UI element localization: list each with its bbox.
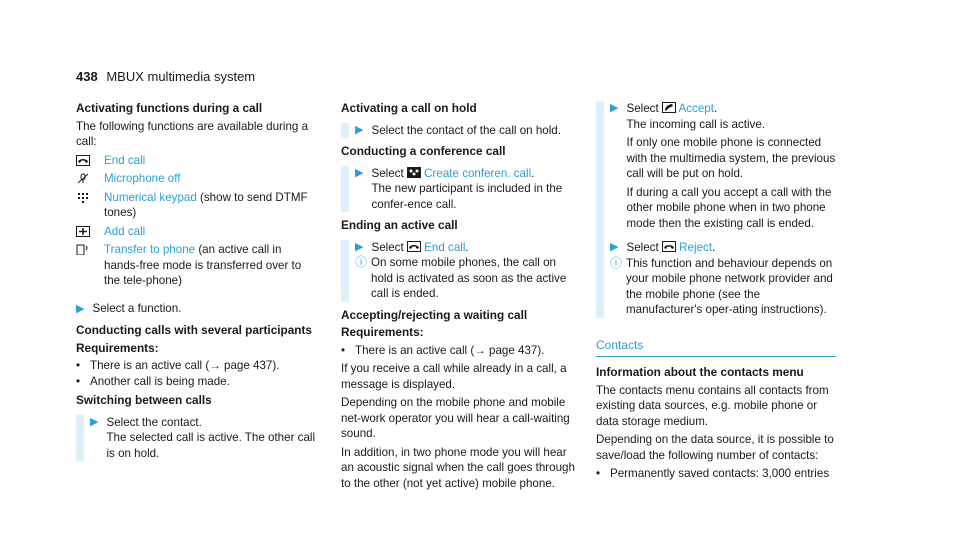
end-call-link[interactable]: End call: [104, 153, 146, 167]
requirement-text: There is an active call (→ page 437).: [355, 343, 545, 357]
list-item: [76, 358, 316, 374]
step-arrow-icon: ▶: [355, 166, 364, 179]
transfer-description: (an active call in hands-free mode is transferred over to the tele-phone): [104, 243, 302, 287]
step-text: Select the contact of the call on hold.: [371, 123, 561, 137]
step-arrow-icon: ▶: [610, 102, 619, 114]
select-word: Select: [371, 240, 404, 254]
bullet-icon: •: [341, 343, 346, 357]
microphone-off-icon: [76, 173, 90, 184]
functions-intro: The following functions are available during a call:: [76, 119, 309, 148]
step-arrow-icon: ▶: [355, 123, 364, 136]
column-1: [76, 101, 316, 467]
heading-activating-functions: Activating functions during a call: [76, 101, 263, 115]
bullet-icon: •: [596, 467, 601, 480]
add-call-icon: [76, 226, 90, 237]
conference-steps: [341, 166, 581, 213]
end-call-icon: [76, 155, 90, 166]
transfer-phone-icon: [76, 244, 90, 255]
heading-conference-call: Conducting a conference call: [341, 144, 506, 158]
note-end-call: [355, 255, 581, 302]
paragraph: If you receive a call while already in a call, a message is displayed.: [341, 362, 567, 391]
bullet-icon: •: [76, 374, 81, 388]
paragraph: In addition, in two phone mode you will hear an acoustic signal when the call goes through to the other (not yet active) mobile phone.: [341, 445, 575, 490]
end-call-link[interactable]: End call: [424, 240, 466, 254]
step-create-conference: ▶ Select Create conferen. call. The new participant is included in the confer-ence call.: [363, 166, 581, 213]
info-icon: ⓘ: [355, 255, 368, 269]
function-add-call: [76, 224, 316, 240]
accept-link[interactable]: Accept: [678, 102, 714, 115]
keypad-description: (show to send DTMF tones): [104, 190, 308, 219]
requirement-text: Another call is being made.: [90, 374, 230, 388]
microphone-off-link[interactable]: Microphone off: [104, 172, 181, 185]
accept-call-icon: [662, 102, 676, 113]
function-numerical-keypad: [76, 190, 316, 221]
note-provider: [610, 256, 836, 318]
paragraph: Depending on the mobile phone and mobile net-work operator you will hear a call-waiting sound.: [341, 396, 570, 440]
note-text: This function and behaviour depends on your mobile phone network provider and the mobile phone (see the manufacturer's oper-ating instructions).: [626, 256, 833, 316]
step-text: Select a function.: [92, 301, 182, 315]
note-text: On some mobile phones, the call on hold is activated as soon as the active call is ended.: [371, 256, 567, 300]
function-microphone-off: [76, 171, 316, 187]
step-result: The new participant is included in the confer-ence call.: [371, 182, 563, 211]
heading-ending-call: Ending an active call: [341, 218, 458, 232]
select-word: Select: [371, 166, 404, 180]
heading-contacts-menu: Information about the contacts menu: [596, 365, 804, 379]
numerical-keypad-link[interactable]: Numerical keypad: [104, 190, 197, 204]
step-arrow-icon: ▶: [90, 415, 99, 428]
accept-reject-steps: [596, 101, 836, 318]
step-text: Select the contact.: [106, 415, 202, 429]
column-3: [596, 101, 836, 482]
list-item: [341, 343, 581, 359]
info-icon: ⓘ: [610, 255, 623, 270]
heading-waiting-call: Accepting/rejecting a waiting call: [341, 307, 528, 322]
step-result: If only one mobile phone is connected with the multimedia system, the previous call will be put on hold.: [626, 136, 836, 180]
list-item: [596, 466, 836, 482]
create-conference-link[interactable]: Create conferen. call: [424, 166, 532, 180]
transfer-to-phone-link[interactable]: Transfer to phone: [104, 243, 196, 256]
step-arrow-icon: ▶: [76, 302, 85, 315]
page-header: [76, 69, 255, 84]
requirements-label: Requirements:: [341, 325, 424, 339]
step-select-function: [76, 301, 316, 318]
step-reject: ▶ Select Reject.: [610, 241, 716, 254]
step-select-contact: [90, 415, 316, 462]
heading-switching-calls: Switching between calls: [76, 393, 212, 407]
step-result: If during a call you accept a call with the other mobile phone when in two phone mode then the existing call is ended.: [626, 185, 832, 230]
page-number: 438: [76, 69, 98, 84]
column-2: [341, 101, 581, 494]
ending-steps: [341, 240, 581, 302]
step-end-call: ▶ Select End call.: [355, 240, 469, 254]
keypad-icon: [76, 192, 90, 203]
list-item: [76, 374, 316, 390]
switch-steps: [76, 415, 316, 462]
step-accept: ▶ Select Accept. The incoming call is active. If only one mobile phone is connected with the multimedia system, the previous call will be put on hold. If during a call you accept a call with the other mobile phone when in two phone mode then the existing call is ended.: [618, 101, 836, 234]
section-title-contacts: Contacts: [596, 338, 836, 358]
heading-call-on-hold: Activating a call on hold: [341, 101, 477, 115]
step-select-hold-contact: [355, 123, 581, 139]
paragraph: Depending on the data source, it is possible to save/load the following number of contacts:: [596, 433, 834, 462]
bullet-text: Permanently saved contacts: 3,000 entries: [610, 467, 830, 480]
select-word: Select: [626, 241, 659, 254]
step-result: The selected call is active. The other call is on hold.: [106, 431, 316, 460]
function-transfer-to-phone: [76, 242, 316, 289]
paragraph: The contacts menu contains all contacts from existing data sources, e.g. mobile phone or data storage medium.: [596, 383, 829, 428]
reject-call-icon: [662, 241, 676, 252]
step-result: The incoming call is active.: [626, 117, 766, 131]
hold-steps: [341, 123, 581, 139]
page-header-title: MBUX multimedia system: [106, 69, 256, 84]
heading-conducting-calls: Conducting calls with several participants: [76, 323, 312, 337]
requirement-text: There is an active call (→ page 437).: [90, 359, 280, 372]
end-call-icon: [407, 241, 421, 252]
bullet-icon: •: [76, 359, 81, 372]
reject-link[interactable]: Reject: [679, 241, 713, 254]
conference-icon: [407, 167, 421, 178]
requirements-label: Requirements:: [76, 340, 159, 355]
function-end-call: [76, 153, 316, 169]
select-word: Select: [626, 102, 659, 115]
add-call-link[interactable]: Add call: [104, 224, 146, 238]
step-arrow-icon: ▶: [610, 241, 619, 253]
step-arrow-icon: ▶: [355, 240, 364, 253]
